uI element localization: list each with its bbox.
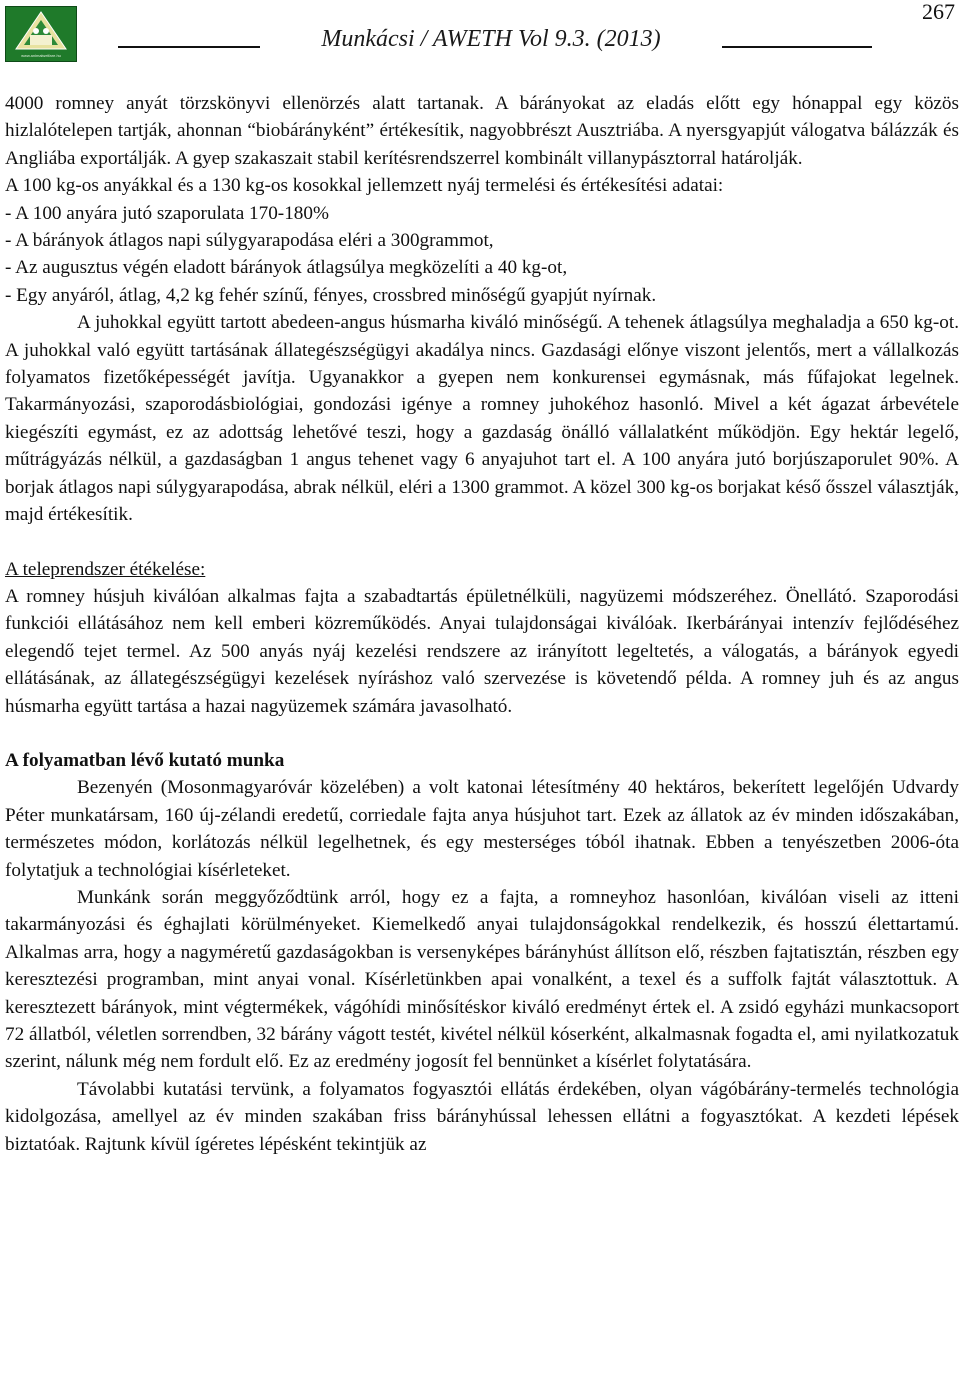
spacer <box>5 720 959 747</box>
paragraph: Távolabbi kutatási tervünk, a folyamatos fogyasztói ellátás érdekében, olyan vágóbárány-termelés technológia kidolgozása, amellyel az év minden szakában friss bárányhússal lehessen ellátni a fogyasztókat. A kezdeti lépések biztatóak. Rajtunk kívül ígéretes lépésként tekintjük az <box>5 1078 959 1155</box>
paragraph: Bezenyén (Mosonmagyaróvár közelében) a volt katonai létesítmény 40 hektáros, bekerített legelőjén Udvardy Péter munkatársam, 160 új-zélandi eredetű, corriedale fajta anya húsjuhot tart. Ezek az állatok az év minden időszakában, természetes módon, korlátozás nélkül legelhetnek, és egy mesterséges tóból ihatnak. Ebben a tenyészetben 2006-óta folytatjuk a technológiai kísérleteket. <box>5 777 959 881</box>
page-header <box>0 0 960 80</box>
section-heading: A folyamatban lévő kutató munka <box>5 749 285 771</box>
spacer <box>5 529 959 556</box>
article-body <box>5 90 959 1158</box>
header-rule-left <box>118 46 260 48</box>
list-item: - A 100 anyára jutó szaporulata 170-180% <box>5 202 329 224</box>
page-number: 267 <box>922 0 955 24</box>
section-heading: A teleprendszer étékelése: <box>5 558 206 580</box>
paragraph: A romney húsjuh kiválóan alkalmas fajta a szabadtartás épületnélküli, nagyüzemi módszeréhez. Önellátó. Szaporodási funkciói ellátásához nem kell emberi közreműködés. Anyai tulajdonságai kiválóak. Ikerbárányai intenzív fejlődéséhez elegendő tejet termel. Az 500 anyás nyáj kezelési rendszere az irányított legeltetés, a válogatás, a bárányok egyedi ellátásának, az állategészségügyi kezelések nyíráshoz való szervezése is követendő példa. A romney juh és az angus húsmarha együtt tartása a hazai nagyüzemek számára javasolható. <box>5 585 959 717</box>
list-item: - Egy anyáról, átlag, 4,2 kg fehér színű, fényes, crossbred minőségű gyapjút nyírnak. <box>5 284 657 306</box>
paragraph: A 100 kg-os anyákkal és a 130 kg-os kosokkal jellemzett nyáj termelési és értékesítési adatai: <box>5 175 724 197</box>
paragraph: 4000 romney anyát törzskönyvi ellenörzés alatt tartanak. A bárányokat az eladás előtt egy hónappal egy közös hizlalótelepen tartják, ahonnan “biobárányként” értékesítik, nagyobbrészt Ausztriába. A nyersgyapjút válogatva bálázzák és Angliába exportálják. A gyep szakaszait stabil kerítésrendszerrel kombinált villanypásztorral határolják. <box>5 93 959 169</box>
running-title: Munkácsi / AWETH Vol 9.3. (2013) <box>321 26 661 52</box>
paragraph: A juhokkal együtt tartott abedeen-angus húsmarha kiváló minőségű. A tehenek átlagsúlya meghaladja a 650 kg-ot. A juhokkal való együtt tartásának állategészségügyi akadálya nincs. Gazdasági előnye viszont jelentős, mert a vállalkozás folyamatos fizetőképességét javítja. Ugyanakkor a gyepen nem konkurensei egymásnak, más fűfajokat legelnek. Takarmányozási, szaporodásbiológiai, gondozási igénye a romney juhokéhoz hasonló. Mivel a két ágazat árbevétele kiegészíti egymást, ez az adottság lehetővé teszi, hogy a gazdaság önálló vállalatként működjön. Egy hektár legelő, műtrágyázás nélkül, a gazdaságban 1 angus tehenet vagy 6 anyajuhot tart el. A 100 anyára jutó borjúszaporulet 90%. A borjak átlagos napi súlygyarapodása, abrak nélkül, eléri a 1300 grammot. A közel 300 kg-os borjakat késő ősszel választják, majd értékesítik. <box>5 312 959 526</box>
list-item: - Az augusztus végén eladott bárányok átlagsúlya megközelíti a 40 kg-ot, <box>5 257 568 279</box>
paragraph: Munkánk során meggyőződtünk arról, hogy ez a fajta, a romneyhoz hasonlóan, kiválóan viseli az itteni takarmányozási és éghajlati körülményeket. Kiemelkedő anyai tulajdonságokkal rendelkezik, és hosszú élettartamú. Alkalmas arra, hogy a nagyméretű gazdaságokban is versenyképes bárányhúst állítson elő, részben fajtatisztán, részben egy keresztezési programban, mint anyai vonal. Kísérletünkben apai vonalként, a texel és a suffolk fajtát választottuk. A keresztezett bárányok, mint végtermékek, vágóhídi minősítéskor kiváló eredményt értek el. A zsidó egyházi munkacsoport 72 állatból, véletlen sorrendben, 32 bárány vágott testét, kivétel nélkül kóserként, alkalmasnak fogadta el, ami nyilatkozatuk szerint, nálunk még nem fordult elő. Ez az eredmény jogosít fel bennünket a kísérlet folytatására. <box>5 886 959 1073</box>
logo-url-text: www.animalwelfare.hu <box>21 53 61 58</box>
journal-logo <box>5 6 77 62</box>
list-item: - A bárányok átlagos napi súlygyarapodása eléri a 300grammot, <box>5 230 494 252</box>
header-rule-right <box>722 46 872 48</box>
